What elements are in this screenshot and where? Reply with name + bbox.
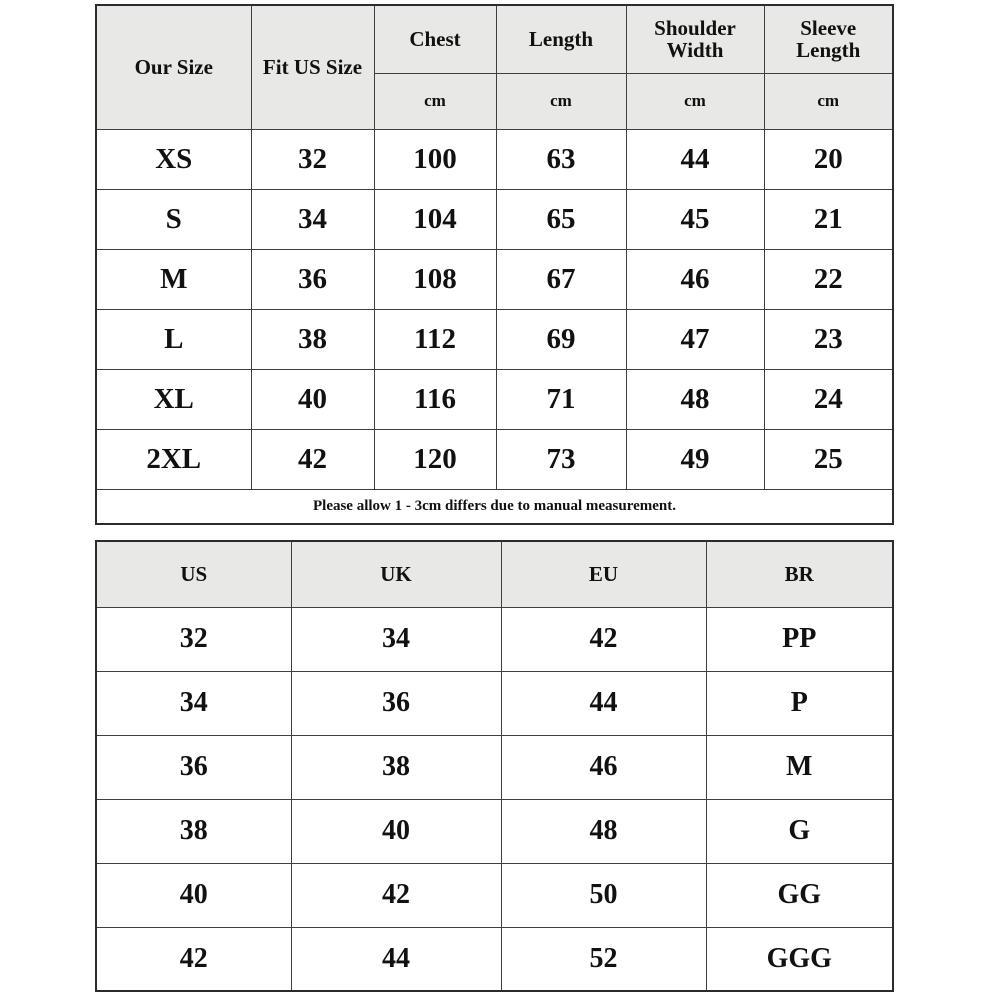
cell-fit-us: 38 (251, 309, 374, 369)
table-row (96, 129, 893, 189)
header-length: Length (496, 5, 626, 73)
cell-our-size: L (96, 309, 251, 369)
table-row (96, 927, 893, 991)
cell-br: PP (706, 607, 893, 671)
cell-us: 32 (96, 607, 291, 671)
cell-uk: 38 (291, 735, 501, 799)
cell-uk: 34 (291, 607, 501, 671)
cell-eu: 44 (501, 671, 706, 735)
cell-sleeve: 21 (764, 189, 893, 249)
cell-br: GG (706, 863, 893, 927)
cell-chest: 120 (374, 429, 496, 489)
cell-our-size: XS (96, 129, 251, 189)
size-measurement-header (96, 5, 893, 129)
unit-sleeve-length: cm (764, 73, 893, 129)
cell-shoulder: 45 (626, 189, 764, 249)
cell-shoulder: 49 (626, 429, 764, 489)
cell-length: 69 (496, 309, 626, 369)
header-chest: Chest (374, 5, 496, 73)
size-conversion-table (95, 540, 894, 992)
cell-eu: 52 (501, 927, 706, 991)
cell-fit-us: 36 (251, 249, 374, 309)
cell-eu: 42 (501, 607, 706, 671)
cell-shoulder: 48 (626, 369, 764, 429)
cell-chest: 116 (374, 369, 496, 429)
note-row (96, 489, 893, 524)
cell-chest: 100 (374, 129, 496, 189)
cell-shoulder: 44 (626, 129, 764, 189)
table-row (96, 249, 893, 309)
cell-fit-us: 40 (251, 369, 374, 429)
cell-length: 65 (496, 189, 626, 249)
cell-us: 36 (96, 735, 291, 799)
cell-sleeve: 22 (764, 249, 893, 309)
table-row (96, 799, 893, 863)
cell-our-size: S (96, 189, 251, 249)
cell-uk: 42 (291, 863, 501, 927)
table-row (96, 309, 893, 369)
cell-sleeve: 23 (764, 309, 893, 369)
cell-sleeve: 20 (764, 129, 893, 189)
cell-our-size: 2XL (96, 429, 251, 489)
size-measurement-table (95, 4, 894, 525)
cell-uk: 44 (291, 927, 501, 991)
cell-length: 71 (496, 369, 626, 429)
table-row (96, 429, 893, 489)
cell-us: 42 (96, 927, 291, 991)
size-conversion-header (96, 541, 893, 607)
header-fit-us-size: Fit US Size (251, 5, 374, 129)
cell-length: 67 (496, 249, 626, 309)
table-row (96, 735, 893, 799)
cell-us: 38 (96, 799, 291, 863)
cell-length: 63 (496, 129, 626, 189)
cell-fit-us: 32 (251, 129, 374, 189)
cell-length: 73 (496, 429, 626, 489)
table-row (96, 369, 893, 429)
table-row (96, 189, 893, 249)
cell-eu: 48 (501, 799, 706, 863)
table-row (96, 671, 893, 735)
header-our-size: Our Size (96, 5, 251, 129)
cell-fit-us: 34 (251, 189, 374, 249)
cell-br: GGG (706, 927, 893, 991)
table-row (96, 863, 893, 927)
cell-us: 40 (96, 863, 291, 927)
cell-our-size: M (96, 249, 251, 309)
cell-our-size: XL (96, 369, 251, 429)
cell-shoulder: 47 (626, 309, 764, 369)
cell-sleeve: 24 (764, 369, 893, 429)
unit-chest: cm (374, 73, 496, 129)
unit-length: cm (496, 73, 626, 129)
cell-br: G (706, 799, 893, 863)
header-shoulder-width: Shoulder Width (626, 5, 764, 73)
cell-br: P (706, 671, 893, 735)
cell-uk: 36 (291, 671, 501, 735)
cell-chest: 104 (374, 189, 496, 249)
header-sleeve-length: Sleeve Length (764, 5, 893, 73)
cell-fit-us: 42 (251, 429, 374, 489)
measurement-note: Please allow 1 - 3cm differs due to manual measurement. (96, 489, 893, 524)
cell-chest: 112 (374, 309, 496, 369)
cell-uk: 40 (291, 799, 501, 863)
header-us: US (96, 541, 291, 607)
unit-shoulder-width: cm (626, 73, 764, 129)
table-row (96, 607, 893, 671)
cell-us: 34 (96, 671, 291, 735)
cell-sleeve: 25 (764, 429, 893, 489)
header-eu: EU (501, 541, 706, 607)
cell-chest: 108 (374, 249, 496, 309)
cell-eu: 46 (501, 735, 706, 799)
cell-shoulder: 46 (626, 249, 764, 309)
cell-eu: 50 (501, 863, 706, 927)
header-uk: UK (291, 541, 501, 607)
header-br: BR (706, 541, 893, 607)
cell-br: M (706, 735, 893, 799)
